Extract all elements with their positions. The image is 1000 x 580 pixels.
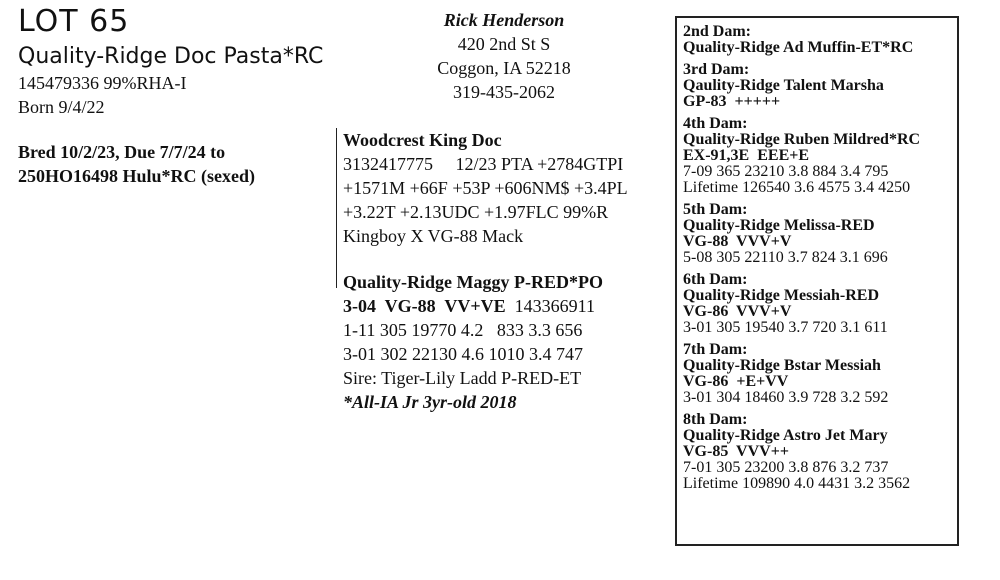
pedigree-label: 6th Dam:: [683, 271, 748, 288]
pedigree-dam-2: [683, 24, 957, 56]
dam-honor: *All-IA Jr 3yr-old 2018: [343, 392, 517, 412]
sire-line-2: +1571M +66F +53P +606NM$ +3.4PL: [343, 178, 628, 198]
pedigree-class: VG-86 VVV+V: [683, 303, 792, 320]
pedigree-label: 5th Dam:: [683, 201, 748, 218]
breeding-info: [18, 140, 255, 188]
pedigree-label: 3rd Dam:: [683, 61, 750, 78]
pedigree-class: GP-83 +++++: [683, 93, 781, 110]
maternal-pedigree-box: [675, 16, 959, 546]
pedigree-dam-4: [683, 116, 957, 196]
pedigree-label: 8th Dam:: [683, 411, 748, 428]
pedigree-label: 2nd Dam:: [683, 23, 752, 40]
pedigree-name: Quality-Ridge Messiah-RED: [683, 287, 879, 304]
pedigree-record: 5-08 305 22110 3.7 824 3.1 696: [683, 249, 888, 266]
pedigree-record: 7-09 365 23210 3.8 884 3.4 795: [683, 163, 889, 180]
consignor-street: 420 2nd St S: [457, 34, 551, 54]
dam-record-2: 3-01 302 22130 4.6 1010 3.4 747: [343, 344, 583, 364]
pedigree-record: 3-01 305 19540 3.7 720 3.1 611: [683, 319, 888, 336]
birth-date: Born 9/4/22: [18, 97, 105, 117]
consignor-info: [410, 8, 598, 104]
registration-line: 145479336 99%RHA-I: [18, 73, 187, 93]
sire-info: [343, 128, 628, 248]
sire-name: Woodcrest King Doc: [343, 130, 502, 150]
pedigree-name: Quality-Ridge Ad Muffin-ET*RC: [683, 39, 914, 56]
pedigree-label: 7th Dam:: [683, 341, 748, 358]
pedigree-name: Quality-Ridge Astro Jet Mary: [683, 427, 888, 444]
consignor-city: Coggon, IA 52218: [437, 58, 571, 78]
animal-name: Quality-Ridge Doc Pasta*RC: [18, 44, 324, 69]
pedigree-name: Quality-Ridge Bstar Messiah: [683, 357, 881, 374]
pedigree-dam-7: [683, 342, 957, 406]
pedigree-lifetime: Lifetime 109890 4.0 4431 3.2 3562: [683, 475, 911, 492]
sire-line-3: +3.22T +2.13UDC +1.97FLC 99%R: [343, 202, 609, 222]
sire-line-1: 3132417775 12/23 PTA +2784GTPI: [343, 154, 624, 174]
pedigree-dam-8: [683, 412, 957, 492]
dam-class-score: 3-04 VG-88 VV+VE: [343, 296, 506, 316]
dam-name: Quality-Ridge Maggy P-RED*PO: [343, 272, 603, 292]
pedigree-lifetime: Lifetime 126540 3.6 4575 3.4 4250: [683, 179, 911, 196]
pedigree-record: 7-01 305 23200 3.8 876 3.2 737: [683, 459, 889, 476]
dam-registration: 143366911: [505, 296, 595, 316]
pedigree-class: VG-86 +E+VV: [683, 373, 789, 390]
pedigree-class: VG-85 VVV++: [683, 443, 789, 460]
pedigree-label: 4th Dam:: [683, 115, 748, 132]
consignor-name: Rick Henderson: [443, 10, 565, 30]
pedigree-dam-5: [683, 202, 957, 266]
pedigree-name: Qaulity-Ridge Talent Marsha: [683, 77, 884, 94]
pedigree-class: EX-91,3E EEE+E: [683, 147, 810, 164]
sire-line-4: Kingboy X VG-88 Mack: [343, 226, 524, 246]
pedigree-dam-6: [683, 272, 957, 336]
dam-record-1: 1-11 305 19770 4.2 833 3.3 656: [343, 320, 583, 340]
dam-sire: Sire: Tiger-Lily Ladd P-RED-ET: [343, 368, 582, 388]
bred-line-2: 250HO16498 Hulu*RC (sexed): [18, 166, 256, 186]
dam-info: [343, 270, 603, 414]
dam-classification: [343, 294, 603, 318]
pedigree-name: Quality-Ridge Ruben Mildred*RC: [683, 131, 921, 148]
pedigree-class: VG-88 VVV+V: [683, 233, 792, 250]
pedigree-name: Quality-Ridge Melissa-RED: [683, 217, 875, 234]
bred-line-1: Bred 10/2/23, Due 7/7/24 to: [18, 142, 226, 162]
pedigree-record: 3-01 304 18460 3.9 728 3.2 592: [683, 389, 889, 406]
lot-number: LOT 65: [18, 4, 130, 39]
pedigree-dam-3: [683, 62, 957, 110]
consignor-phone: 319-435-2062: [453, 82, 555, 102]
